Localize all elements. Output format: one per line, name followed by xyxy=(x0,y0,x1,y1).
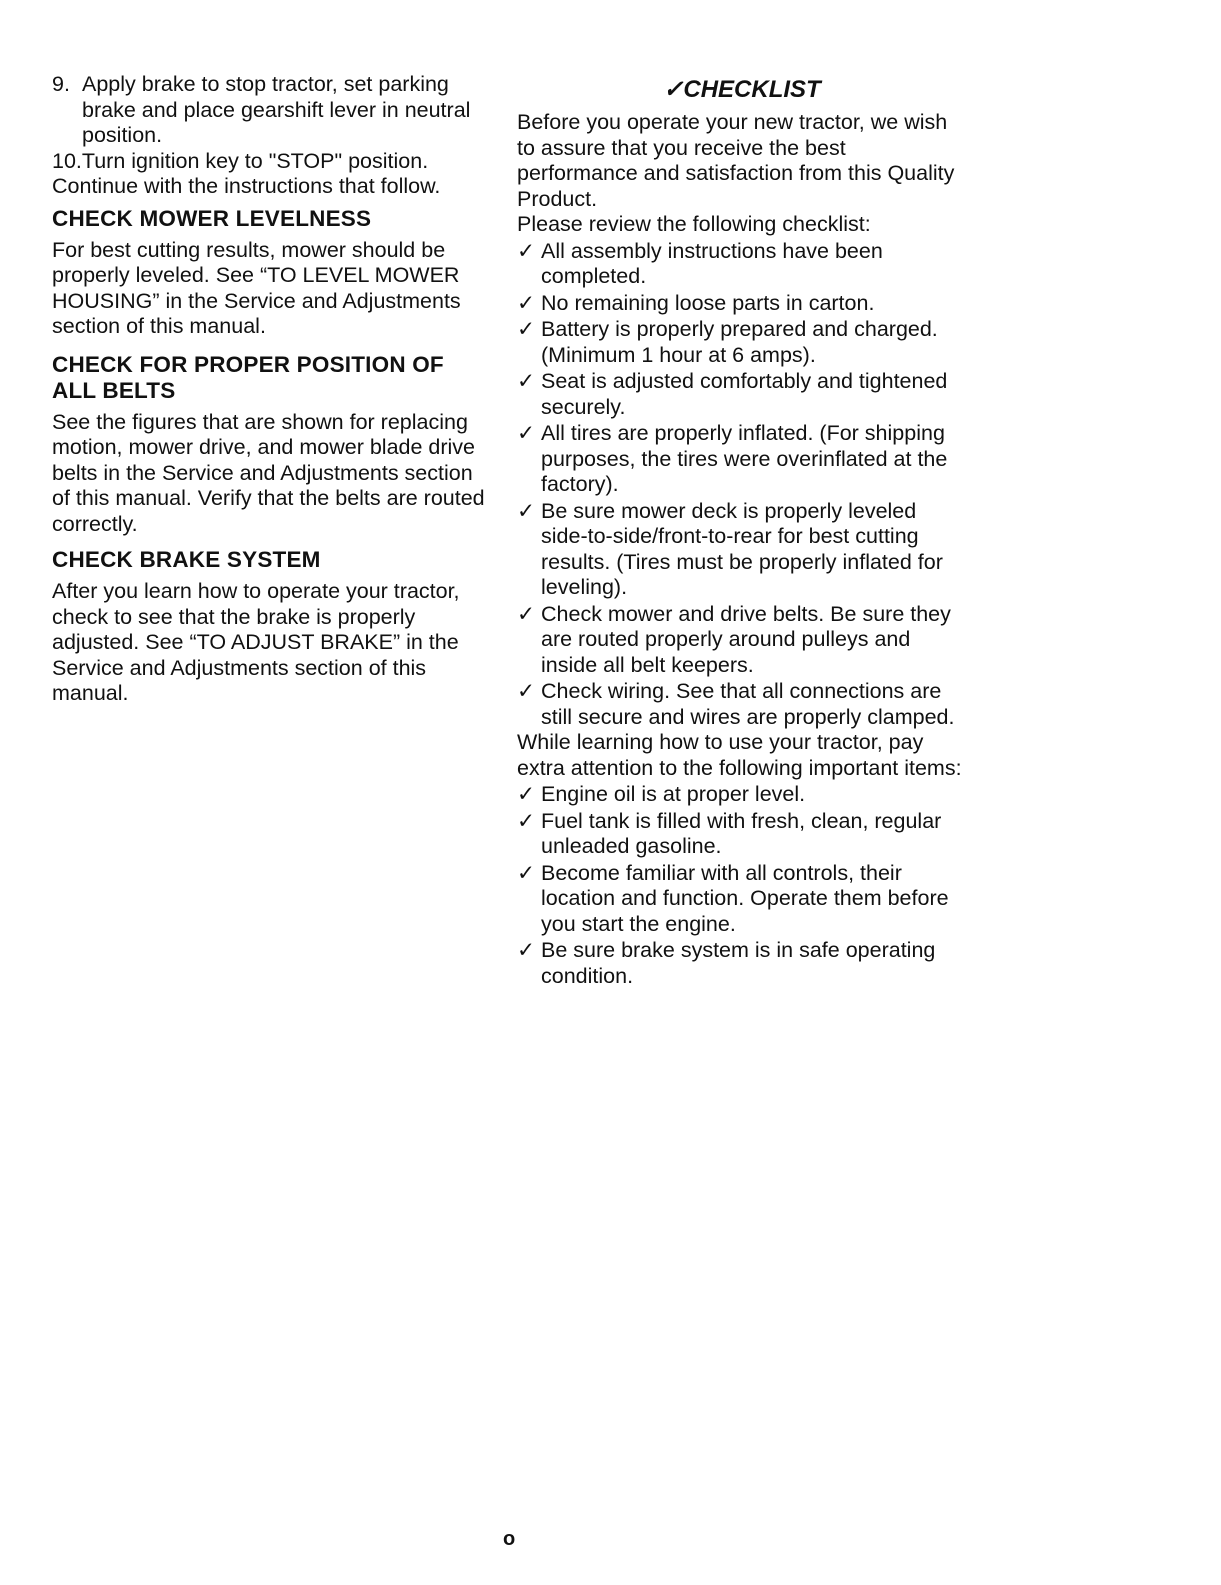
checklist-item xyxy=(517,602,967,679)
checklist-review: Please review the following checklist: xyxy=(517,212,871,236)
page-number: o xyxy=(503,1528,516,1550)
checklist-item-text: Be sure brake system is in safe operating condition. xyxy=(541,938,936,988)
checklist-item-text: Become familiar with all controls, their location and function. Operate them before you start the engine. xyxy=(541,860,949,936)
checklist-item xyxy=(517,421,967,498)
checklist-item-text: Seat is adjusted comfortably and tightened securely. xyxy=(541,369,948,419)
checklist-item xyxy=(517,317,967,368)
checklist-item xyxy=(517,369,967,420)
checklist-item xyxy=(517,291,967,317)
checklist-item-text: Check mower and drive belts. Be sure they are routed properly around pulleys and inside all belt keepers. xyxy=(541,601,951,677)
checklist-item xyxy=(517,499,967,601)
check-mark-icon: ✓ xyxy=(517,860,536,885)
checklist-item xyxy=(517,861,967,938)
check-mark-icon: ✓ xyxy=(517,679,536,703)
paragraph-mower-levelness: For best cutting results, mower should be properly leveled. See “TO LEVEL MOWER HOUSING” in the Service and Adjustments section of this manual. xyxy=(52,237,461,338)
left-column xyxy=(52,72,492,707)
checklist-intro: Before you operate your new tractor, we wish to assure that you receive the best performance and satisfaction from this Quality Product. xyxy=(517,110,955,211)
heading-mower-levelness: CHECK MOWER LEVELNESS xyxy=(52,205,372,231)
step-9 xyxy=(52,72,492,149)
step-9-text: Apply brake to stop tractor, set parking brake and place gearshift lever in neutral position. xyxy=(82,72,471,147)
check-mark-icon: ✓ xyxy=(517,498,536,523)
checklist-item-text: All assembly instructions have been completed. xyxy=(541,238,883,288)
checklist-item-text: Be sure mower deck is properly leveled side-to-side/front-to-rear for best cutting results. (Tires must be properly inflated for leveling). xyxy=(541,498,943,599)
checklist-item xyxy=(517,679,967,730)
paragraph-belts: See the figures that are shown for replacing motion, mower drive, and mower blade drive belts in the Service and Adjustments section of this manual. Verify that the belts are routed correctly. xyxy=(52,409,485,536)
check-mark-icon: ✓ xyxy=(517,601,536,626)
heading-belts: CHECK FOR PROPER POSITION OF ALL BELTS xyxy=(52,351,444,403)
checklist-item-text: Battery is properly prepared and charged. (Minimum 1 hour at 6 amps). xyxy=(541,317,938,367)
checklist-item xyxy=(517,239,967,290)
step-9-number: 9. xyxy=(52,72,70,96)
check-mark-icon: ✓ xyxy=(517,238,536,263)
check-mark-icon: ✓ xyxy=(517,317,536,341)
check-mark-icon: ✓ xyxy=(517,938,536,962)
check-mark-icon: ✓ xyxy=(517,808,536,833)
important-items xyxy=(517,782,967,989)
check-mark-icon: ✓ xyxy=(517,782,536,806)
checklist-item xyxy=(517,809,967,860)
checklist-items xyxy=(517,239,967,731)
checklist-item xyxy=(517,938,967,989)
checklist-item xyxy=(517,782,967,808)
while-learning-text: While learning how to use your tractor, pay extra attention to the following important items: xyxy=(517,730,962,780)
check-mark-icon: ✓ xyxy=(517,421,536,445)
checklist-item-text: Engine oil is at proper level. xyxy=(541,782,806,806)
checklist-item-text: All tires are properly inflated. (For shipping purposes, the tires were overinflated at the factory). xyxy=(541,421,948,496)
step-10: 10.Turn ignition key to "STOP" position. xyxy=(52,148,429,173)
continue-text: Continue with the instructions that follow. xyxy=(52,174,441,198)
heading-brake-system: CHECK BRAKE SYSTEM xyxy=(52,547,321,572)
checklist-title: ✓CHECKLIST xyxy=(663,76,821,103)
right-column xyxy=(517,72,967,989)
check-mark-icon: ✓ xyxy=(517,290,536,315)
paragraph-brake-system: After you learn how to operate your tractor, check to see that the brake is properly adjusted. See “TO ADJUST BRAKE” in the Service and Adjustments section of this manual. xyxy=(52,579,460,705)
checklist-item-text: Fuel tank is filled with fresh, clean, regular unleaded gasoline. xyxy=(541,808,942,858)
checklist-item-text: No remaining loose parts in carton. xyxy=(541,290,875,315)
check-mark-icon: ✓ xyxy=(517,369,536,393)
checklist-item-text: Check wiring. See that all connections are still secure and wires are properly clamped. xyxy=(541,679,955,729)
